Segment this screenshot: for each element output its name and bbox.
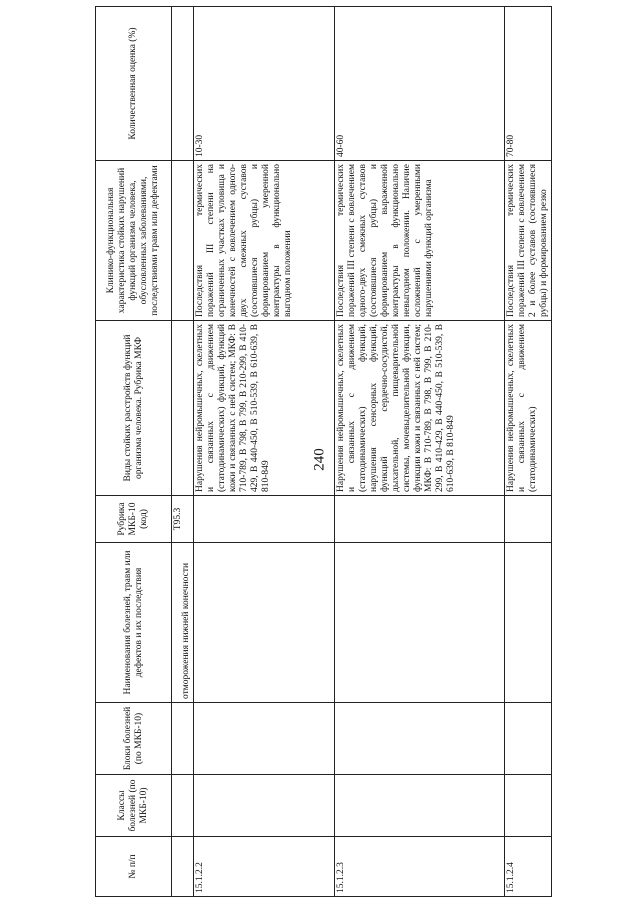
row-rating: 40-60 — [335, 7, 505, 161]
header-row — [96, 7, 172, 897]
row-number: 15.1.2.3 — [335, 837, 505, 897]
row-characteristics: Последствия термических поражений III степени на ограниченных участках туловища и конечностей с вовлечением одного-двух смежных суставов (состоявшиеся рубцы) и формированием умеренной контрактуры в функционально выгодном положении — [194, 161, 335, 321]
header-num: № п/п — [96, 837, 172, 897]
continuation-code: Т95.3 — [172, 496, 194, 543]
header-rating: Количественная оценка (%) — [96, 7, 172, 161]
header-characteristics: Клинико-функциональная характеристика стойких нарушений функций организма человека, обусловленных заболеваниями, последствиями травм или дефектами — [96, 161, 172, 321]
row-number: 15.1.2.4 — [505, 837, 552, 897]
header-blocks: Блоки болезней (по МКБ-10) — [96, 703, 172, 775]
continuation-name: отморожения нижней конечности — [172, 543, 194, 703]
table-row — [505, 7, 552, 897]
disability-criteria-table — [95, 6, 552, 897]
row-characteristics: Последствия термических поражений III степени с вовлечением одного-двух смежных суставов (состоявшиеся рубцы) и формированием выраженной контрактуры в функционально невыгодном положении. Наличие осложнений с умеренными нарушениями функций организма — [335, 161, 505, 321]
table-container — [95, 7, 549, 897]
row-types: Нарушения нейромышечных, скелетных и связанных с движением (статодинамических) функций, нарушения сенсорных функций, функций сердечно-сосудистой, дыхательной, пищеварительной системы, мочевыделительной функции, функции кожи и связанных с ней систем; МКФ: В 710-789, В 798, В 799, В 210-299, В 410-429, В 440-450, В 510-539, В 610-639, В 810-849 — [335, 321, 505, 496]
row-types: Нарушения нейромышечных, скелетных и связанных с движением (статодинамических) функций, функций кожи и связанных с ней систем; МКФ: В 710-789, В 798, В 799, В 210-299, В 410-429, В 440-450, В 510-539, В 610-639, В 810-849 — [194, 321, 335, 496]
row-characteristics: Последствия термических поражений III степени с вовлечением 2 и более суставов (состоявшиеся рубцы) и формированием резко — [505, 161, 552, 321]
row-rating: 70-80 — [505, 7, 552, 161]
row-number: 15.1.2.2 — [194, 837, 335, 897]
row-types: Нарушения нейромышечных, скелетных и связанных с движением (статодинамических) — [505, 321, 552, 496]
row-rating: 10-30 — [194, 7, 335, 161]
table-row — [194, 7, 335, 897]
header-classes: Классы болезней (по МКБ-10) — [96, 775, 172, 837]
header-names: Наименования болезней, травм или дефектов и их последствия — [96, 543, 172, 703]
page-number: 240 — [311, 448, 328, 471]
table-row — [335, 7, 505, 897]
header-types: Виды стойких расстройств функций организма человека. Рубрика МКФ — [96, 321, 172, 496]
continuation-row — [172, 7, 194, 897]
header-code: Рубрика МКБ-10 (код) — [96, 496, 172, 543]
